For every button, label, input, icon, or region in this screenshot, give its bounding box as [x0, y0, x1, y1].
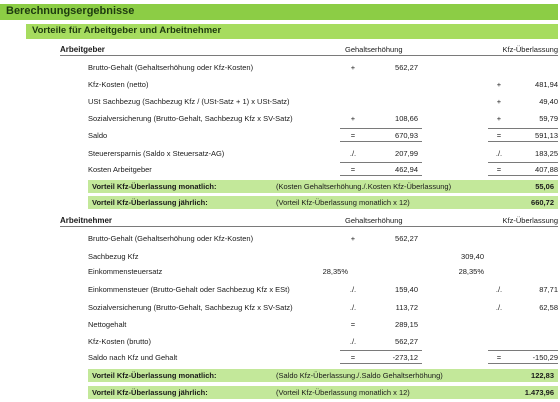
value-gehalt: 289,15 — [395, 320, 418, 329]
operator: ./. — [349, 285, 357, 294]
value-kfz: 183,25 — [535, 149, 558, 158]
row-label: Einkommensteuer (Brutto-Gehalt oder Sachbezug Kfz x ESt) — [88, 285, 290, 294]
column-header-gehaltserhoehung: Gehaltserhöhung — [345, 45, 403, 54]
value-kfz: 59,79 — [539, 114, 558, 123]
value-gehalt: 562,27 — [395, 337, 418, 346]
table-row — [88, 60, 558, 74]
value-gehalt: 462,94 — [395, 165, 418, 174]
summary-row — [88, 386, 558, 399]
table-row — [88, 94, 558, 108]
table-row — [88, 282, 558, 296]
operator: = — [496, 353, 502, 362]
operator: ./. — [495, 149, 503, 158]
summary-note: (Kosten Gehaltserhöhung./.Kosten Kfz-Überlassung) — [276, 182, 452, 191]
operator: ./. — [349, 149, 357, 158]
value-gehalt: 670,93 — [395, 131, 418, 140]
table-row — [88, 111, 558, 125]
value-gehalt: 562,27 — [395, 63, 418, 72]
subtitle-bar — [26, 24, 558, 39]
value-kfz: -150,29 — [532, 353, 558, 362]
summary-label: Vorteil Kfz-Überlassung monatlich: — [92, 182, 217, 191]
table-row — [88, 264, 558, 278]
summary-note: (Saldo Kfz-Überlassung./.Saldo Gehaltserhöhung) — [276, 371, 443, 380]
table-row — [88, 231, 558, 245]
table-row — [88, 317, 558, 331]
value-sachbezug: 309,40 — [461, 252, 484, 261]
operator: + — [496, 114, 502, 123]
value-gehalt: -273,12 — [392, 353, 418, 362]
row-label: Sozialversicherung (Brutto-Gehalt, Sachbezug Kfz x SV-Satz) — [88, 303, 293, 312]
section-heading: Arbeitgeber — [60, 45, 105, 54]
summary-row — [88, 180, 558, 193]
operator: + — [496, 80, 502, 89]
row-label: Brutto-Gehalt (Gehaltserhöhung oder Kfz-Kosten) — [88, 234, 254, 243]
row-label: Kosten Arbeitgeber — [88, 165, 152, 174]
operator: ./. — [495, 303, 503, 312]
summary-value: 55,06 — [535, 182, 554, 191]
row-label: USt Sachbezug (Sachbezug Kfz / (USt-Satz + 1) x USt-Satz) — [88, 97, 290, 106]
row-label: Kfz-Kosten (brutto) — [88, 337, 151, 346]
operator: = — [350, 165, 356, 174]
value-kfz: 481,94 — [535, 80, 558, 89]
value-gehalt: 562,27 — [395, 234, 418, 243]
section-heading: Arbeitnehmer — [60, 216, 113, 225]
row-label: Kfz-Kosten (netto) — [88, 80, 149, 89]
table-row — [88, 334, 558, 348]
summary-note: (Vorteil Kfz-Überlassung monatlich x 12) — [276, 388, 410, 397]
row-label: Sachbezug Kfz — [88, 252, 139, 261]
operator: ./. — [495, 285, 503, 294]
summary-row — [88, 369, 558, 382]
operator: = — [350, 320, 356, 329]
title-bar — [0, 4, 558, 20]
value-kfz: 62,58 — [539, 303, 558, 312]
summary-label: Vorteil Kfz-Überlassung monatlich: — [92, 371, 217, 380]
tax-rate-gehalt: 28,35% — [322, 267, 348, 276]
tax-rate-kfz: 28,35% — [458, 267, 484, 276]
row-label: Nettogehalt — [88, 320, 127, 329]
summary-value: 1.473,96 — [524, 388, 554, 397]
row-label: Saldo nach Kfz und Gehalt — [88, 353, 178, 362]
operator: + — [350, 114, 356, 123]
summary-row — [88, 196, 558, 209]
row-label: Steuerersparnis (Saldo x Steuersatz-AG) — [88, 149, 225, 158]
operator: ./. — [349, 337, 357, 346]
table-row — [88, 162, 558, 176]
row-label: Brutto-Gehalt (Gehaltserhöhung oder Kfz-Kosten) — [88, 63, 254, 72]
row-label: Einkommensteuersatz — [88, 267, 163, 276]
operator: ./. — [349, 303, 357, 312]
operator: = — [350, 353, 356, 362]
table-row — [88, 350, 558, 364]
table-row — [88, 146, 558, 160]
operator: + — [350, 234, 356, 243]
column-header-gehaltserhoehung: Gehaltserhöhung — [345, 216, 403, 225]
arbeitgeber-header — [60, 44, 558, 56]
value-gehalt: 207,99 — [395, 149, 418, 158]
table-row — [88, 300, 558, 314]
operator: + — [350, 63, 356, 72]
table-row — [88, 77, 558, 91]
page-title: Berechnungsergebnisse — [6, 5, 135, 17]
summary-label: Vorteil Kfz-Überlassung jährlich: — [92, 388, 208, 397]
value-kfz: 49,40 — [539, 97, 558, 106]
operator: = — [350, 131, 356, 140]
operator: + — [496, 97, 502, 106]
value-kfz: 407,88 — [535, 165, 558, 174]
value-kfz: 591,13 — [535, 131, 558, 140]
column-header-kfz-ueberlassung: Kfz-Überlassung — [502, 45, 558, 54]
value-gehalt: 159,40 — [395, 285, 418, 294]
table-row — [88, 128, 558, 142]
column-header-kfz-ueberlassung: Kfz-Überlassung — [502, 216, 558, 225]
value-gehalt: 108,66 — [395, 114, 418, 123]
arbeitnehmer-header — [60, 215, 558, 227]
summary-value: 122,83 — [531, 371, 554, 380]
value-kfz: 87,71 — [539, 285, 558, 294]
operator: = — [496, 165, 502, 174]
summary-label: Vorteil Kfz-Überlassung jährlich: — [92, 198, 208, 207]
summary-note: (Vorteil Kfz-Überlassung monatlich x 12) — [276, 198, 410, 207]
summary-value: 660,72 — [531, 198, 554, 207]
value-gehalt: 113,72 — [395, 303, 418, 312]
row-label: Saldo — [88, 131, 108, 140]
table-row — [88, 249, 558, 263]
operator: = — [496, 131, 502, 140]
page-subtitle: Vorteile für Arbeitgeber und Arbeitnehmer — [32, 25, 222, 36]
row-label: Sozialversicherung (Brutto-Gehalt, Sachbezug Kfz x SV-Satz) — [88, 114, 293, 123]
